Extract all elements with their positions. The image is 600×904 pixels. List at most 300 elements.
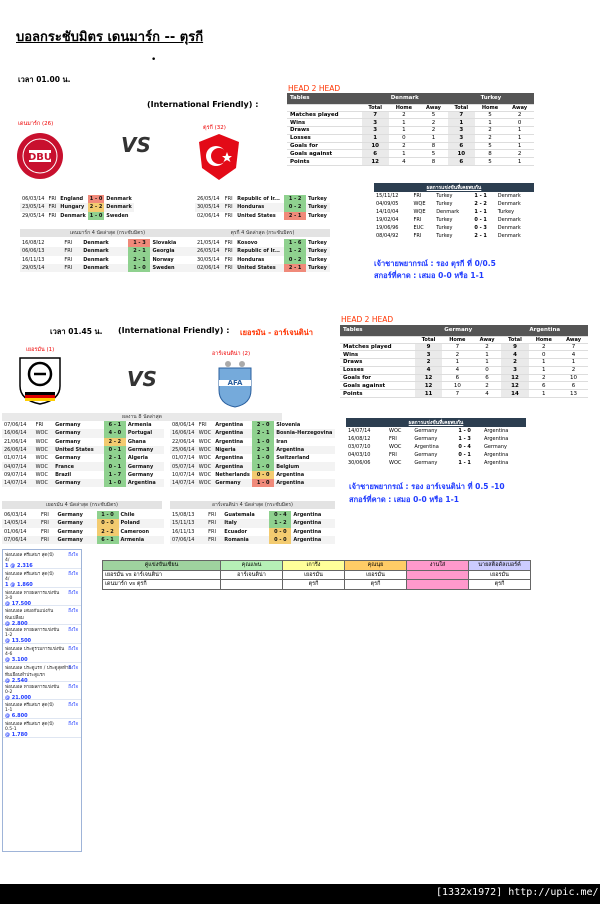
h2h-stat-value: 7 — [362, 111, 389, 119]
bet-slip-type: ฟอนบอล ศรีแสนฯ สุด(ป์) — [5, 571, 54, 577]
match-row — [195, 212, 330, 220]
match-date: 16/11/13 — [20, 256, 62, 264]
prediction-header-cell: คุณแพน — [221, 561, 283, 571]
h2h-stat-value: 7 — [442, 343, 473, 351]
meeting-date: 30/06/06 — [348, 460, 371, 466]
bet-slip-like-button[interactable]: ถึงใจ — [68, 628, 78, 634]
bet-slip-pick: ทีมเยือนทำประตูแรก — [5, 672, 46, 678]
meeting-home: Turkey — [436, 225, 453, 231]
prediction-header-cell: คุณนุย — [345, 561, 407, 571]
betting-sidebar — [2, 549, 82, 852]
match-row — [170, 528, 335, 536]
match-comp: WOC — [197, 471, 214, 479]
h2h-row — [340, 374, 588, 382]
meeting-home: Turkey — [436, 217, 453, 223]
bet-slip-type: ฟอนบอล ประตูรวมการแข่งขัน — [5, 646, 65, 652]
meeting-date: 16/08/12 — [348, 436, 371, 442]
h2h-stat-value: 5 — [419, 150, 448, 158]
match2-home-last4 — [2, 511, 164, 544]
bet-slip-like-button[interactable]: ถึงใจ — [68, 684, 78, 690]
h2h-header-tables: Tables — [340, 325, 415, 336]
match2-vs: VS — [127, 367, 157, 391]
h2h-stat-label: Goals for — [340, 374, 415, 382]
h2h-row — [340, 366, 588, 374]
match-score: 2 - 2 — [89, 204, 103, 211]
bet-slip-like-button[interactable]: ถึงใจ — [68, 590, 78, 596]
match-comp: FRI — [62, 247, 81, 255]
meeting-home: Denmark — [436, 209, 460, 215]
match1-tip-handicap: เจ้าชายพยากรณ์ : รอง ตุรกี ที่ 0/0.5 — [374, 259, 496, 268]
home-team: Guatemala — [222, 511, 269, 519]
meetings-title: ผลการแข่งขันที่เคยพบกัน — [346, 418, 526, 427]
h2h-stat-label: Matches played — [340, 343, 415, 351]
match2-home-band: เยอรมัน 4 นัดล่าสุด (กระชับมิตร) — [2, 501, 162, 509]
bet-slip-like-button[interactable]: ถึงใจ — [68, 722, 78, 728]
match1-home-band: เดนมาร์ก 4 นัดล่าสุด (กระชับมิตร) — [20, 229, 195, 237]
match-score: 2 - 1 — [128, 256, 150, 264]
prediction-header-cell: คู่แข่งขันเซียน — [103, 561, 221, 571]
match-comp: WOC — [197, 479, 214, 487]
h2h-subheader: Total — [415, 336, 442, 343]
h2h-stat-value: 12 — [501, 374, 528, 382]
h2h-stat-value: 0 — [473, 366, 502, 374]
bet-slip-item[interactable] — [3, 700, 81, 719]
h2h-stat-value: 2 — [473, 343, 502, 351]
match-row — [2, 421, 164, 429]
away-team: Armenia — [126, 421, 164, 429]
h2h-subheader: Away — [559, 336, 588, 343]
home-team: Germany — [55, 536, 96, 544]
match-score: 1 - 0 — [89, 196, 103, 203]
match-comp: WOC — [34, 462, 54, 470]
meeting-row — [374, 208, 534, 216]
h2h-stat-value: 1 — [529, 390, 560, 398]
h2h-row — [340, 382, 588, 390]
match2-away-last4 — [170, 511, 335, 544]
svg-text:AFA: AFA — [227, 379, 243, 387]
bet-slip-odds: @ 2.540 — [5, 677, 28, 684]
h2h-subheader: Total — [362, 104, 389, 111]
match-date: 16/11/13 — [170, 528, 206, 536]
home-team: Germany — [53, 479, 104, 487]
h2h-stat-value: 2 — [505, 150, 534, 158]
h2h-header-row — [340, 325, 588, 336]
match-score: 1 - 7 — [104, 471, 126, 479]
svg-text:DBU: DBU — [27, 152, 53, 163]
match-comp: WOC — [197, 429, 214, 437]
match-score: 1 - 0 — [89, 212, 103, 219]
match-date: 22/06/14 — [170, 438, 197, 446]
match-score: 2 - 2 — [97, 528, 119, 536]
prediction-cell — [407, 570, 469, 580]
bet-slip-odds: @ 6.800 — [5, 713, 28, 720]
away-team: Germany — [126, 462, 164, 470]
h2h-header-team: Denmark — [362, 93, 448, 104]
match-score: 2 - 3 — [252, 446, 274, 454]
h2h-stat-label: Points — [340, 390, 415, 398]
match-row — [2, 454, 164, 462]
match-row — [20, 264, 195, 272]
match-comp: FRI — [197, 421, 214, 429]
match-date: 10/07/14 — [170, 471, 197, 479]
bet-slip-pick: 4/ — [5, 558, 10, 563]
home-team: Argentina — [213, 429, 252, 437]
h2h-subheader: Home — [389, 104, 419, 111]
match1-competition: (International Friendly) : — [147, 100, 259, 109]
page-title: บอลกระชับมิตร เดนมาร์ก -- ตุรกี — [16, 30, 204, 45]
prediction-cell — [221, 580, 283, 590]
meeting-away: Denmark — [497, 225, 521, 231]
h2h-row — [287, 142, 534, 150]
h2h-subheader: Away — [505, 104, 534, 111]
meeting-row — [374, 200, 534, 208]
match1-tip-score: สกอร์ที่คาด : เสมอ 0-0 หรือ 1-1 — [374, 271, 484, 280]
away-team: Argentina — [274, 479, 335, 487]
home-team: United States — [53, 446, 104, 454]
match-comp: FRI — [223, 247, 235, 255]
bet-slip-odds: @ 3.100 — [5, 656, 28, 663]
h2h-stat-value: 6 — [473, 374, 502, 382]
match-date: 01/06/14 — [2, 528, 39, 536]
match-row — [170, 429, 335, 437]
match-row — [20, 195, 134, 203]
home-team: Italy — [222, 519, 269, 527]
match2-away-recent — [170, 421, 335, 487]
meeting-row — [374, 224, 534, 232]
h2h-header-team: Argentina — [501, 325, 588, 336]
bet-slip-type: ฟอนบอล ทายผลการแข่งขัน — [5, 590, 60, 596]
bet-slip-type: ฟอนบอล ประตูแรก / ประตูสุดท้าย — [5, 665, 72, 671]
match-date: 06/03/14 — [22, 196, 45, 203]
bet-slip-item[interactable] — [3, 569, 81, 588]
match-score: 0 - 0 — [252, 471, 274, 479]
match-comp: FRI — [62, 256, 81, 264]
match-score: 1 - 0 — [104, 479, 126, 487]
h2h-stat-value: 12 — [501, 382, 528, 390]
home-team: United States — [235, 264, 284, 272]
h2h-subheader-row — [287, 104, 534, 111]
match-date: 05/07/14 — [170, 462, 197, 470]
match-date: 16/06/14 — [170, 429, 197, 437]
match-comp: FRI — [206, 519, 222, 527]
bet-slip-item[interactable] — [3, 644, 81, 663]
away-team: Argentina — [291, 536, 335, 544]
match2-pair: เยอรมัน - อาร์เจนติน่า — [240, 328, 313, 337]
match2-away-label: อาร์เจนติน่า (2) — [212, 351, 251, 357]
h2h-stat-value: 8 — [419, 142, 448, 150]
bet-slip-like-button[interactable]: ถึงใจ — [68, 609, 78, 615]
meeting-home: Argentina — [414, 444, 439, 450]
match-comp: WOC — [34, 479, 54, 487]
match-row — [20, 256, 195, 264]
match-score: 2 - 1 — [284, 264, 306, 272]
bet-slip-odds: @ 2.800 — [5, 621, 28, 628]
h2h-stat-value: 2 — [475, 127, 505, 135]
h2h-stat-value: 4 — [501, 351, 528, 359]
meeting-score: 0 - 4 — [458, 444, 471, 450]
h2h-stat-value: 7 — [442, 390, 473, 398]
h2h-stat-value: 14 — [501, 390, 528, 398]
h2h-stat-value: 12 — [415, 374, 442, 382]
bet-slip-item[interactable] — [3, 625, 81, 644]
h2h-header-team: Turkey — [448, 93, 534, 104]
match-row — [195, 264, 330, 272]
h2h-stat-value: 6 — [442, 374, 473, 382]
h2h-row — [287, 158, 534, 166]
prediction-cell: เยอรมัน — [345, 570, 407, 580]
home-team: Honduras — [235, 256, 284, 264]
h2h-stat-value: 3 — [448, 134, 475, 142]
match-comp: FRI — [223, 195, 235, 203]
match-score: 1 - 0 — [252, 438, 274, 446]
home-team: Kosovo — [235, 239, 284, 247]
bet-slip-like-button[interactable]: ถึงใจ — [68, 571, 78, 577]
away-team: Turkey — [306, 247, 330, 255]
h2h-header-team: Germany — [415, 325, 501, 336]
match-row — [2, 519, 164, 527]
match-row — [2, 511, 164, 519]
h2h-stat-value: 2 — [475, 134, 505, 142]
away-team: Turkey — [306, 195, 330, 203]
bet-slip-item[interactable] — [3, 550, 81, 569]
bet-slip-odds: @ 21.000 — [5, 694, 32, 701]
bet-slip-pick: 0.5-1 — [5, 727, 17, 733]
denmark-crest-icon — [16, 132, 64, 180]
argentina-crest-icon — [214, 358, 256, 408]
h2h-stat-value: 2 — [389, 142, 419, 150]
prediction-row — [103, 580, 531, 590]
meeting-row — [346, 443, 526, 451]
h2h-stat-value: 4 — [415, 366, 442, 374]
match-date: 29/05/14 — [22, 212, 45, 219]
match-score: 1 - 0 — [128, 264, 150, 272]
bet-slip-type: ฟอนบอล ศรีแสนฯ สุด(ป์) — [5, 703, 54, 709]
match2-home-label: เยอรมัน (1) — [26, 347, 55, 353]
match-date: 16/06/14 — [2, 429, 34, 437]
match-score: 6 - 1 — [97, 536, 119, 544]
meeting-comp: WOC — [389, 428, 402, 434]
meeting-row — [346, 427, 526, 435]
away-team: Turkey — [306, 264, 330, 272]
match-score: 1 - 0 — [97, 511, 119, 519]
match-date: 07/06/14 — [2, 536, 39, 544]
bet-slip-pick: 0-2 — [5, 689, 13, 695]
h2h-stat-value: 5 — [419, 111, 448, 119]
h2h-stat-value: 8 — [475, 150, 505, 158]
bet-slip-like-button[interactable]: ถึงใจ — [68, 665, 78, 671]
meeting-date: 08/04/92 — [376, 233, 399, 239]
h2h-stat-value: 6 — [448, 158, 475, 166]
away-team: Slovenia — [274, 421, 335, 429]
h2h-stat-value: 4 — [442, 366, 473, 374]
match-comp: FRI — [48, 196, 57, 203]
match-score: 2 - 1 — [284, 212, 306, 220]
bet-slip-odds: 1 @ 1.860 — [5, 581, 33, 588]
away-team: Belgium — [274, 462, 335, 470]
h2h-stat-value: 10 — [559, 374, 588, 382]
match1-home-label: เดนมาร์ก (26) — [18, 121, 54, 127]
meeting-home: Germany — [414, 452, 438, 458]
meetings-header — [374, 183, 534, 192]
bet-slip-type: ฟอนบอล ทายผลการแข่งขัน — [5, 684, 60, 690]
bet-slip-item[interactable] — [3, 719, 81, 738]
home-team: Republic of Ir... — [235, 247, 284, 255]
meeting-date: 14/07/14 — [348, 428, 371, 434]
meeting-score: 1 - 1 — [474, 209, 487, 215]
h2h-stat-value: 1 — [389, 119, 419, 127]
meeting-row — [374, 216, 534, 224]
match-date: 26/06/14 — [2, 446, 34, 454]
match2-h2h-title: HEAD 2 HEAD — [341, 315, 394, 324]
h2h-stat-value: 1 — [529, 359, 560, 367]
h2h-stat-value: 2 — [419, 119, 448, 127]
meeting-score: 1 - 1 — [474, 193, 487, 199]
match-date: 15/11/13 — [170, 519, 206, 527]
h2h-stat-value: 1 — [473, 359, 502, 367]
h2h-stat-value: 1 — [389, 127, 419, 135]
bet-slip-like-button[interactable]: ถึงใจ — [68, 553, 78, 558]
away-team: Slovakia — [150, 239, 195, 247]
match-row — [170, 536, 335, 544]
home-team: Romania — [222, 536, 269, 544]
prediction-cell: เยอรมัน — [469, 570, 531, 580]
away-team: Georgia — [150, 247, 195, 255]
h2h-stat-value: 13 — [559, 390, 588, 398]
bet-slip-pick: 3-0 — [5, 595, 13, 601]
bet-slip-pick: พันเปลือม — [5, 616, 24, 622]
meeting-score: 2 - 2 — [474, 201, 487, 207]
match-date: 14/05/14 — [2, 519, 39, 527]
away-team: Ghana — [126, 438, 164, 446]
match-row — [2, 536, 164, 544]
meeting-comp: WOC — [389, 444, 402, 450]
match-comp: FRI — [223, 264, 235, 272]
match-date: 01/07/14 — [2, 454, 34, 462]
away-team: Germany — [126, 471, 164, 479]
meeting-home: Turkey — [436, 201, 453, 207]
bet-slip-item[interactable] — [3, 663, 81, 682]
match-score: 0 - 2 — [284, 203, 306, 211]
h2h-stat-value: 6 — [529, 382, 560, 390]
match-date: 04/07/14 — [2, 462, 34, 470]
bet-slip-like-button[interactable]: ถึงใจ — [68, 703, 78, 709]
h2h-subheader: Away — [419, 104, 448, 111]
match-row — [2, 438, 164, 446]
away-team: Portugal — [126, 429, 164, 437]
h2h-stat-value: 10 — [362, 142, 389, 150]
match-row — [2, 429, 164, 437]
match-score: 1 - 2 — [284, 247, 306, 255]
meeting-away: Denmark — [497, 193, 521, 199]
away-team: Turkey — [306, 212, 330, 220]
bet-slip-item[interactable] — [3, 606, 81, 628]
h2h-subheader: Home — [529, 336, 560, 343]
home-team: United States — [235, 212, 284, 220]
match-score: 1 - 0 — [252, 454, 274, 462]
match1-h2h-table — [287, 93, 534, 166]
h2h-stat-value: 2 — [389, 111, 419, 119]
home-team: Denmark — [81, 264, 128, 272]
meeting-comp: WOC — [389, 460, 402, 466]
meeting-away: Denmark — [497, 233, 521, 239]
match1-away-label: ตุรกี (32) — [203, 125, 226, 131]
match1-home-recent — [20, 195, 134, 220]
match-date: 21/05/14 — [195, 239, 223, 247]
match-row — [195, 195, 330, 203]
h2h-header-tables: Tables — [287, 93, 362, 104]
match-comp: FRI — [223, 212, 235, 220]
meeting-score: 1 - 0 — [458, 428, 471, 434]
meeting-comp: FRI — [413, 217, 422, 223]
bet-slip-item[interactable] — [3, 588, 81, 607]
away-team: Cameroon — [119, 528, 164, 536]
match-comp: FRI — [34, 421, 54, 429]
prediction-table — [102, 560, 531, 590]
meeting-row — [346, 435, 526, 443]
h2h-stat-value: 7 — [448, 111, 475, 119]
home-team: Argentina — [213, 454, 252, 462]
meeting-score: 0 - 1 — [458, 452, 471, 458]
match-date: 29/05/14 — [20, 264, 62, 272]
h2h-stat-label: Goals for — [287, 142, 362, 150]
h2h-stat-value: 2 — [419, 127, 448, 135]
home-team: Germany — [53, 438, 104, 446]
h2h-stat-value: 2 — [501, 359, 528, 367]
prediction-header-cell: นายสต็อดัลเบอร์ค์ — [469, 561, 531, 571]
watermark: [1332x1972] http://upic.me/ — [436, 887, 599, 898]
h2h-stat-value: 1 — [448, 119, 475, 127]
bet-slip-like-button[interactable]: ถึงใจ — [68, 646, 78, 652]
match-comp: FRI — [62, 239, 81, 247]
h2h-stat-value: 1 — [442, 359, 473, 367]
match-date: 06/03/14 — [2, 511, 39, 519]
meeting-away: Argentina — [483, 452, 509, 458]
match-date: 16/08/12 — [20, 239, 62, 247]
prediction-cell: อาร์เจนติน่า — [221, 570, 283, 580]
prediction-header-cell: เการึง — [283, 561, 345, 571]
bet-slip-type: ฟอนบอล ศรีแสนฯ สุด(ป์) — [5, 722, 54, 728]
away-team: Sweden — [150, 264, 195, 272]
home-team: Germany — [213, 479, 252, 487]
meeting-score: 0 - 1 — [474, 217, 487, 223]
bet-slip-item[interactable] — [3, 682, 81, 701]
match-row — [195, 247, 330, 255]
meeting-home: Germany — [414, 436, 438, 442]
h2h-stat-value: 2 — [529, 374, 560, 382]
turkey-crest-icon — [196, 132, 242, 182]
match-date: 08/06/14 — [170, 421, 197, 429]
meeting-comp: EUC — [413, 225, 424, 231]
home-team: Germany — [55, 511, 96, 519]
h2h-subheader: Total — [448, 104, 475, 111]
h2h-stat-value: 1 — [505, 127, 534, 135]
match-row — [2, 528, 164, 536]
h2h-stat-value: 3 — [415, 351, 442, 359]
match-row — [20, 239, 195, 247]
match-comp: FRI — [39, 511, 56, 519]
match1-away-recent — [195, 195, 330, 220]
match2-tip-score: สกอร์ที่คาด : เสมอ 0-0 หรือ 1-1 — [349, 495, 459, 504]
h2h-stat-value: 0 — [529, 351, 560, 359]
match-comp: FRI — [206, 511, 222, 519]
match-row — [195, 256, 330, 264]
match-row — [2, 471, 164, 479]
match-score: 1 - 6 — [284, 239, 306, 247]
match-score: 1 - 0 — [252, 462, 274, 470]
h2h-stat-label: Wins — [287, 119, 362, 127]
h2h-stat-value: 3 — [501, 366, 528, 374]
match1-away-last4 — [195, 239, 330, 272]
